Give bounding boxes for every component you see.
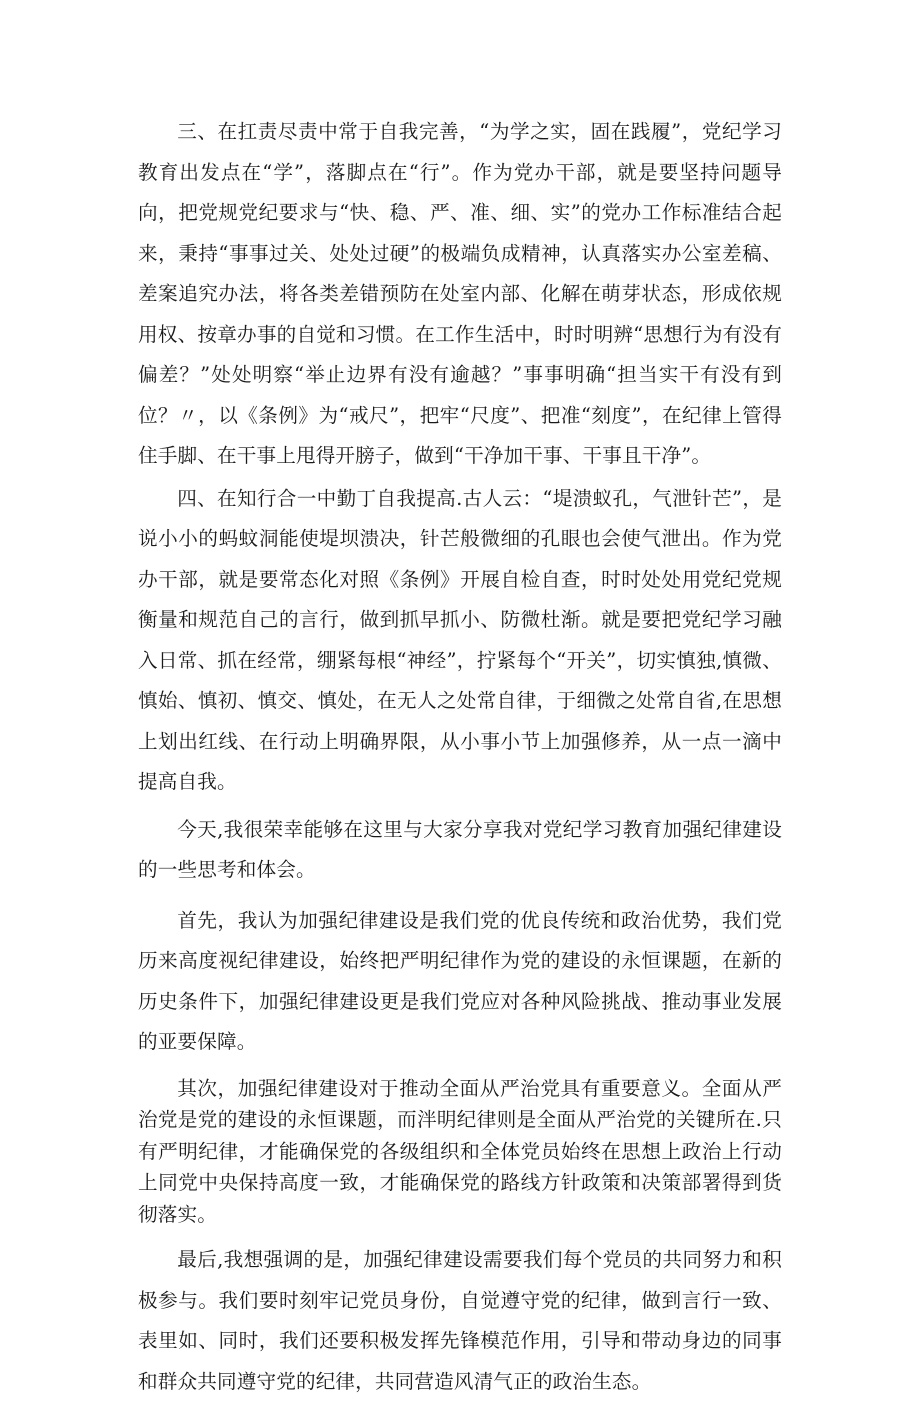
paragraph-knowledge-action: 四、在知行合一中勤丁自我提高.古人云：“堤溃蚁孔，气泄针芒”，是说小小的蚂蚊洞能使堤坝溃决，针芒般微细的孔眼也会使气泄出。作为党办干部，就是要常态化对照《条例》开展自检自查，时时处处用党纪党规衡量和规范自己的言行，做到抓早抓小、防微杜渐。就是要把党纪学习融入日常、抓在经常，绷紧每根“神经”，拧紧每个“开关”，切实慎独,慎微、慎始、慎初、慎交、慎处，在无人之处常自律，于细微之处常自省,在思想上划出红线、在行动上明确界限，从小事小节上加强修养，从一点一滴中提高自我。 (138, 486, 782, 793)
paragraph-introduction: 今天,我很荣幸能够在这里与大家分享我对党纪学习教育加强纪律建设的一些思考和体会。 (138, 817, 782, 881)
paragraph-final-point: 最后,我想强调的是，加强纪律建设需要我们每个党员的共同努力和积极参与。我们要时刻牢记党员身份，自觉遵守党的纪律，做到言行一致、表里如、同时，我们还要积极发挥先锋模范作用，引导和带动身边的同事和群众共同遵守党的纪律，共同营造风清气正的政治生态。 (138, 1248, 782, 1393)
paragraph-first-point: 首先，我认为加强纪律建设是我们党的优良传统和政治优势，我们党历来高度视纪律建设，始终把严明纪律作为党的建设的永恒课题，在新的历史条件下，加强纪律建设更是我们党应对各种风险挑战、推动事业发展的亚要保障。 (138, 908, 782, 1053)
paragraph-self-improvement: 三、在扛责尽责中常于自我完善，“为学之实，固在践履”，党纪学习教育出发点在“学”，落脚点在“行”。作为党办干部，就是要坚持问题导向，把党规党纪要求与“快、稳、严、准、细、实”的党办工作标准结合起来，秉持“事事过关、处处过硬”的极端负成精神，认真落实办公室差稿、差案追究办法，将各类差错预防在处室内部、化解在萌芽状态，形成依规用权、按章办事的自觉和习惯。在工作生活中，时时明辨“思想行为有没有偏差？”处处明察“举止边界有没有逾越？”事事明确“担当实干有没有到位？〃，以《条例》为“戒尺”，把牢“尺度”、把准“刻度”，在纪律上管得住手脚、在干事上甩得开膀子，做到“干净加干事、干事且干净”。 (138, 120, 782, 467)
paragraph-second-point: 其次，加强纪律建设对于推动全面从严治党具有重要意义。全面从严治党是党的建设的永恒课题，而泮明纪律则是全面从严治党的关键所在.只有严明纪律，才能确保党的各级组织和全体党员始终在思想上政治上行动上同党中央保持高度一致，才能确保党的路线方针政策和决策部署得到货彻落实。 (138, 1076, 782, 1226)
document-body (138, 112, 782, 1402)
